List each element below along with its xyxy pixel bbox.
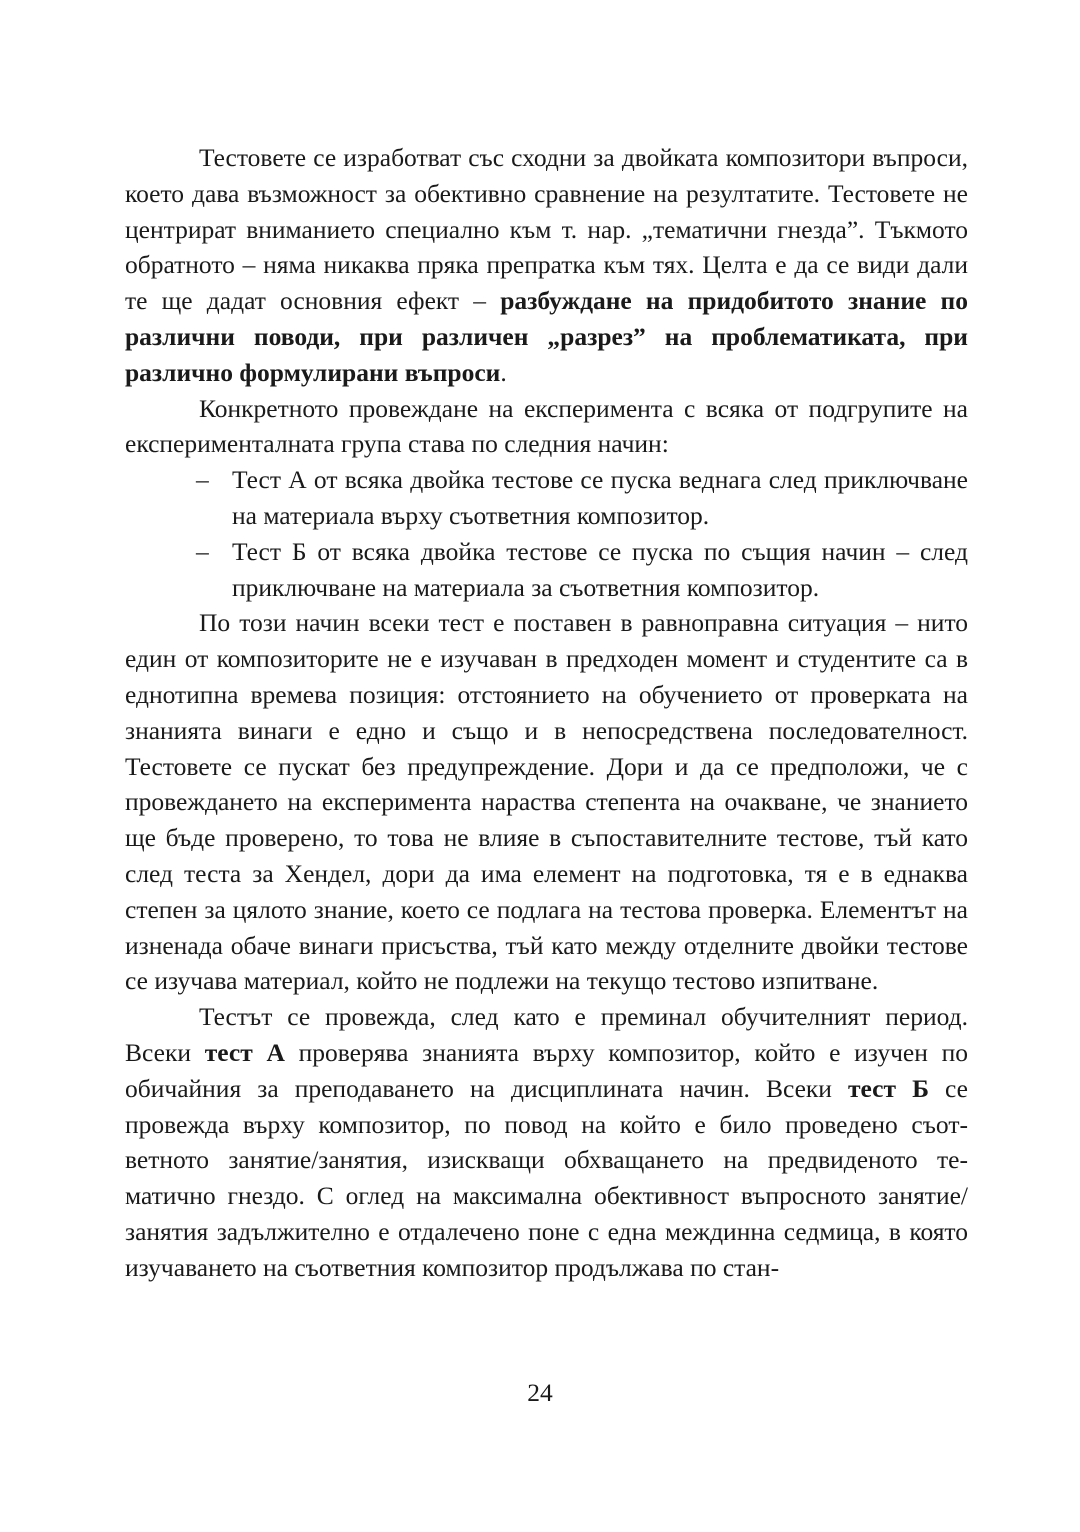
- paragraph-text: .: [500, 357, 507, 387]
- page-number: 24: [527, 1378, 553, 1407]
- dash-bullet: –: [196, 536, 209, 566]
- dash-bullet: –: [196, 465, 209, 495]
- bold-emphasis: тест Б: [848, 1073, 929, 1103]
- paragraph-text: Тестът се провежда, след като е преминал обучителният период. Всеки: [125, 1002, 968, 1067]
- paragraph-text: проверява знанията върху композитор, който е изучен по обичайния за преподаването на дисциплината начин. Всеки: [125, 1037, 968, 1103]
- paragraph-text: Конкретното провеждане на експеримента с всяка от подгрупите на експерименталната група става по следния начин:: [125, 393, 968, 459]
- paragraph-experiment-procedure: [125, 391, 968, 463]
- list-item: [196, 534, 968, 606]
- paragraph-test-conduct: [125, 999, 968, 1285]
- paragraph-text: Тестовете се изработват със сходни за двойката композитори въпроси, което дава възможност за обективно сравнение на резултатите. Тестовете не центрират вниманието специално към т. нар. „тематични гнезда”. Тъкмото обратното – няма никаква пряка препратка към тях. Целта е да се види дали те ще дадат основния ефект –: [125, 143, 968, 316]
- body-text: [125, 140, 968, 1286]
- list-item: [196, 462, 968, 534]
- list-item-text: Тест Б от всяка двойка тестове се пуска по същия начин – след приключване на материала за съответния композитор.: [232, 536, 968, 602]
- bold-emphasis: разбуждане на придобитото знание по различни поводи, при различен „разрез” на проблематиката, при различно формулирани въпроси: [125, 286, 968, 387]
- paragraph-text: По този начин всеки тест е поставен в равноправна ситуация – нито един от композиторите не е изучаван в предходен момент и студентите са в еднотипна времева позиция: отстоянието на обучението от проверката на знанията винаги е едно и също и в непосредствена последователност. Тестовете се пускат без предупреждение. Дори и да се предположи, че с провеждането на експеримента нараства степента на очакване, че знанието ще бъде проверено, то това не влияе в съпоставителните тестове, тъй като след теста за Хендел, дори да има елемент на подготовка, тя е в еднаква степен за цялото знание, което се подлага на тестова проверка. Елементът на изненада обаче винаги присъства, тъй като между отделните двойки тестове се изучава материал, който не подлежи на текущо тестово изпитване.: [125, 608, 968, 996]
- bold-emphasis: тест А: [204, 1037, 285, 1067]
- paragraph-text: се провежда върху композитор, по повод на който е било проведено съответното занятие/занятия, изискващи обхващането на предвиденото тематично гнездо. С оглед на максимална обективност въпросното занятие/занятия задължително е отдалечено поне с една междинна седмица, в която изучаването на съответния композитор продължава по стан-: [125, 1073, 968, 1282]
- paragraph-equal-situation: [125, 605, 968, 999]
- list-item-text: Тест А от всяка двойка тестове се пуска веднага след приключване на материала върху съответния композитор.: [232, 465, 968, 530]
- paragraph-tests-design: [125, 140, 968, 391]
- procedure-list: [125, 462, 968, 605]
